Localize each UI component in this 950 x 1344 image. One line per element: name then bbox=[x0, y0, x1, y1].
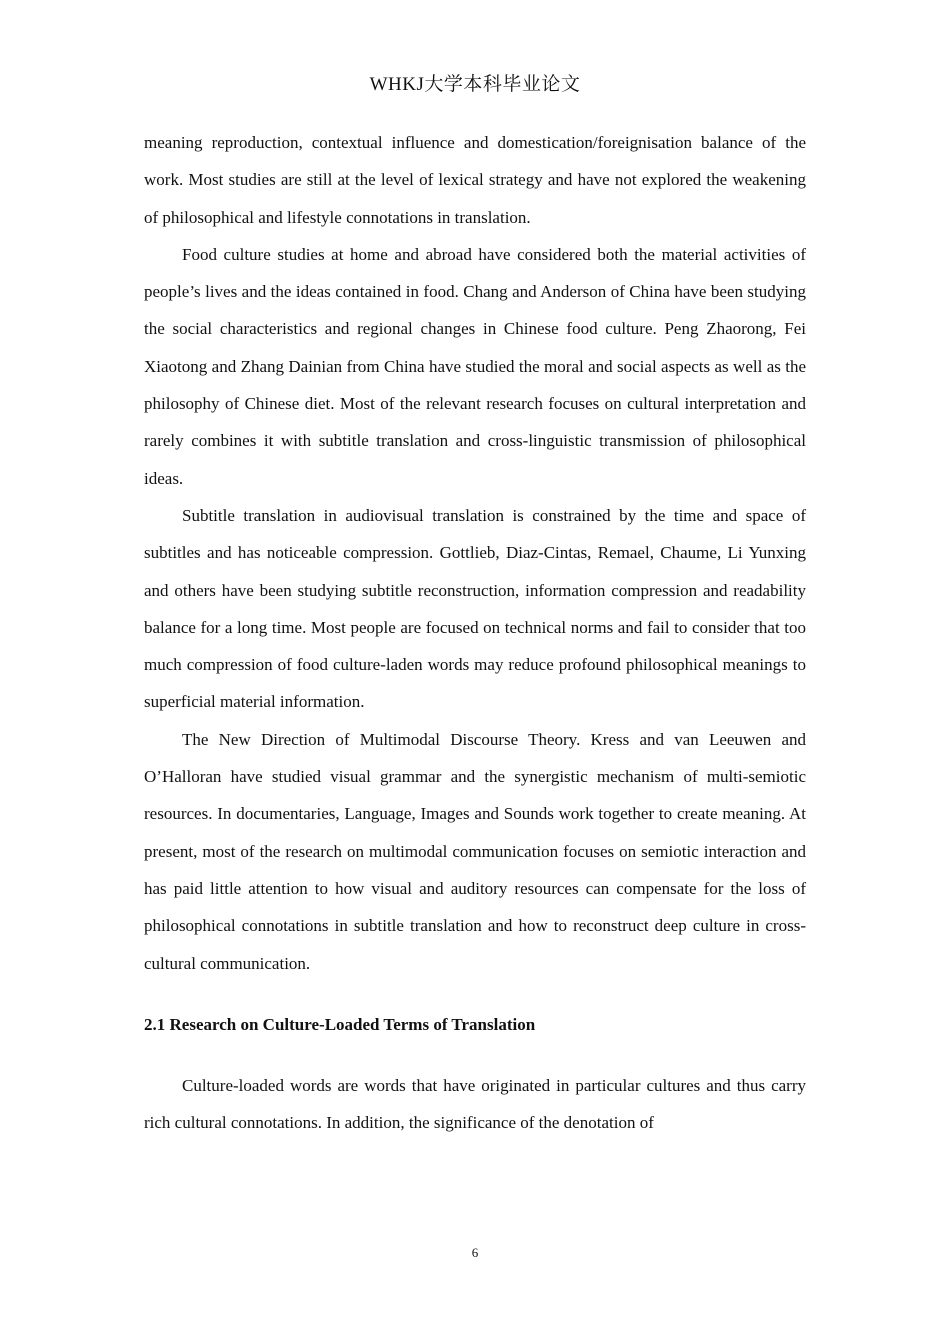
running-header: WHKJ大学本科毕业论文 bbox=[369, 74, 581, 95]
body-paragraph-continued: meaning reproduction, contextual influence and domestication/foreignisation balance of the work. Most studies are still at the level of lexical strategy and have not explored the weakening of philosophical and lifestyle connotations in translation. bbox=[144, 133, 806, 227]
body-paragraph-subtitle-translation: Subtitle translation in audiovisual translation is constrained by the time and space of subtitles and has noticeable compression. Gottlieb, Diaz-Cintas, Remael, Chaume, Li Yunxing and others have been studying subtitle reconstruction, information compression and readability balance for a long time. Most people are focused on technical norms and fail to consider that too much compression of food culture-laden words may reduce profound philosophical meanings to superficial material information. bbox=[144, 505, 806, 712]
body-paragraph-culture-loaded: Culture-loaded words are words that have originated in particular cultures and thus carry rich cultural connotations. In addition, the significance of the denotation of bbox=[144, 1075, 806, 1133]
section-heading: 2.1 Research on Culture-Loaded Terms of Translation bbox=[144, 1014, 536, 1034]
body-paragraph-multimodal: The New Direction of Multimodal Discourse Theory. Kress and van Leeuwen and O’Halloran have studied visual grammar and the synergistic mechanism of multi-semiotic resources. In documentaries, Language, Images and Sounds work together to create meaning. At present, most of the research on multimodal communication focuses on semiotic interaction and has paid little attention to how visual and auditory resources can compensate for the loss of philosophical connotations in subtitle translation and how to reconstruct deep culture in cross-cultural communication. bbox=[144, 729, 806, 973]
body-paragraph-food-culture: Food culture studies at home and abroad have considered both the material activities of people’s lives and the ideas contained in food. Chang and Anderson of China have been studying the social characteristics and regional changes in Chinese food culture. Peng Zhaorong, Fei Xiaotong and Zhang Dainian from China have studied the moral and social aspects as well as the philosophy of Chinese diet. Most of the relevant research focuses on cultural interpretation and rarely combines it with subtitle translation and cross-linguistic transmission of philosophical ideas. bbox=[144, 244, 806, 488]
page-content bbox=[144, 124, 806, 1141]
page-number: 6 bbox=[471, 1245, 479, 1260]
